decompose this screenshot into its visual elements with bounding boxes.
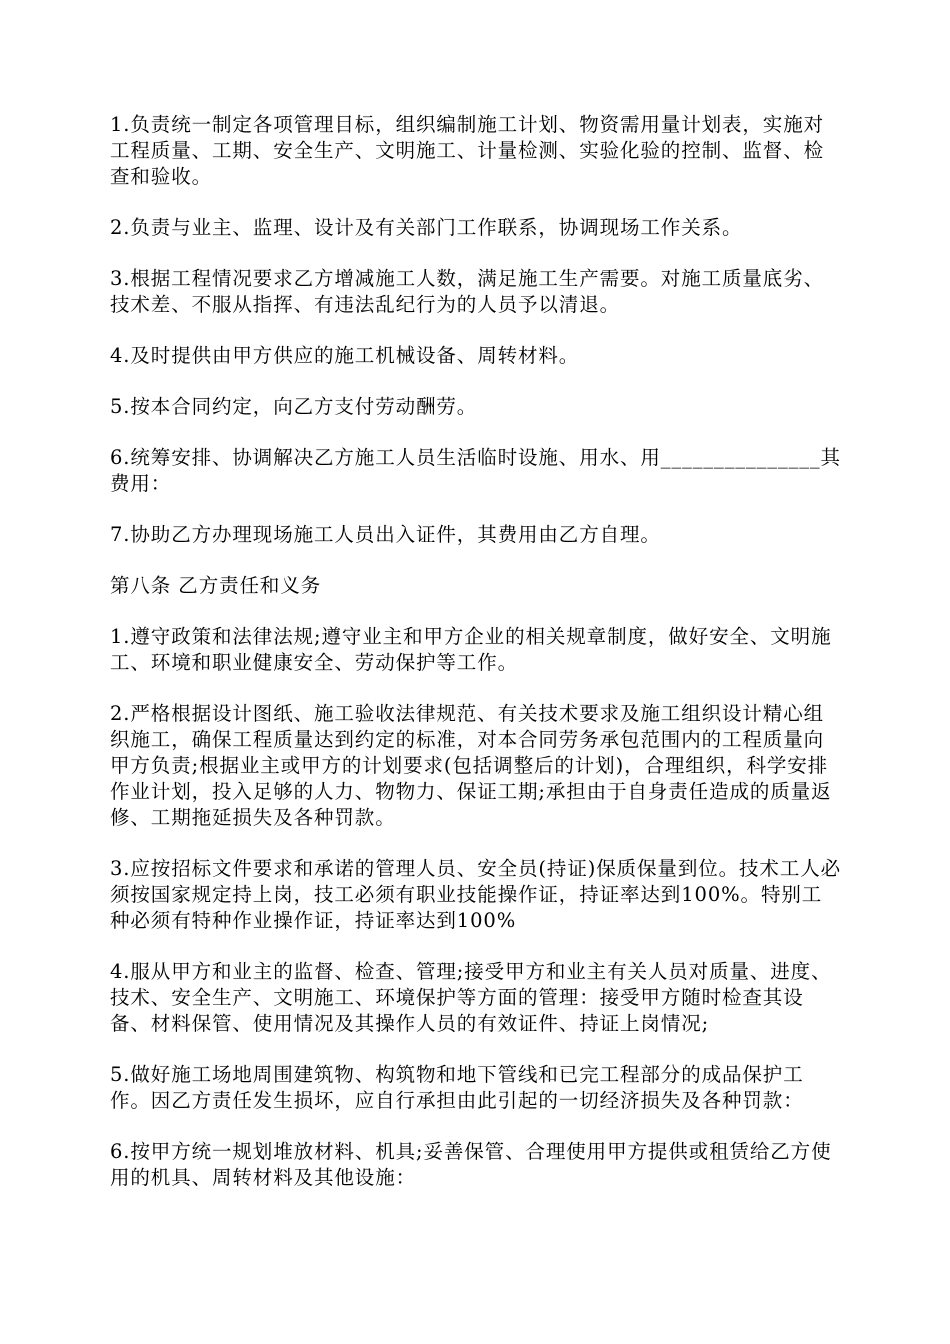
paragraph-a6: 6.统筹安排、协调解决乙方施工人员生活临时设施、用水、用_______________其费用： xyxy=(110,446,841,495)
paragraph-a4: 4.及时提供由甲方供应的施工机械设备、周转材料。 xyxy=(110,344,580,367)
paragraph-a7: 7.协助乙方办理现场施工人员出入证件，其费用由乙方自理。 xyxy=(110,523,661,546)
paragraph-b2: 2.严格根据设计图纸、施工验收法律规范、有关技术要求及施工组织设计精心组织施工，确保工程质量达到约定的标准，对本合同劳务承包范围内的工程质量向甲方负责;根据业主或甲方的计划要求(包括调整后的计划)，合理组织，科学安排作业计划，投入足够的人力、物物力、保证工期;承担由于自身责任造成的质量返修、工期拖延损失及各种罚款。 xyxy=(110,702,832,829)
paragraph-b4: 4.服从甲方和业主的监督、检查、管理;接受甲方和业主有关人员对质量、进度、技术、安全生产、文明施工、环境保护等方面的管理：接受甲方随时检查其设备、材料保管、使用情况及其操作人员的有效证件、持证上岗情况; xyxy=(110,960,832,1035)
paragraph-b5: 5.做好施工场地周围建筑物、构筑物和地下管线和已完工程部分的成品保护工作。因乙方责任发生损坏，应自行承担由此引起的一切经济损失及各种罚款： xyxy=(110,1063,804,1112)
paragraph-a5: 5.按本合同约定，向乙方支付劳动酬劳。 xyxy=(110,395,478,418)
section-heading: 第八条 乙方责任和义务 xyxy=(110,574,322,597)
document-body xyxy=(110,112,842,1216)
paragraph-a1: 1.负责统一制定各项管理目标，组织编制施工计划、物资需用量计划表，实施对工程质量、工期、安全生产、文明施工、计量检测、实验化验的控制、监督、检查和验收。 xyxy=(110,113,825,188)
paragraph-b3: 3.应按招标文件要求和承诺的管理人员、安全员(持证)保质保量到位。技术工人必须按国家规定持上岗，技工必须有职业技能操作证，持证率达到100%。特别工种必须有特种作业操作证，持证率达到100% xyxy=(110,857,842,932)
paragraph-b1: 1.遵守政策和法律法规;遵守业主和甲方企业的相关规章制度，做好安全、文明施工、环境和职业健康安全、劳动保护等工作。 xyxy=(110,625,832,674)
paragraph-b6: 6.按甲方统一规划堆放材料、机具;妥善保管、合理使用甲方提供或租赁给乙方使用的机具、周转材料及其他设施： xyxy=(110,1140,832,1189)
paragraph-a3: 3.根据工程情况要求乙方增减施工人数，满足施工生产需要。对施工质量底劣、技术差、不服从指挥、有违法乱纪行为的人员予以清退。 xyxy=(110,267,825,316)
paragraph-a2: 2.负责与业主、监理、设计及有关部门工作联系，协调现场工作关系。 xyxy=(110,216,743,239)
